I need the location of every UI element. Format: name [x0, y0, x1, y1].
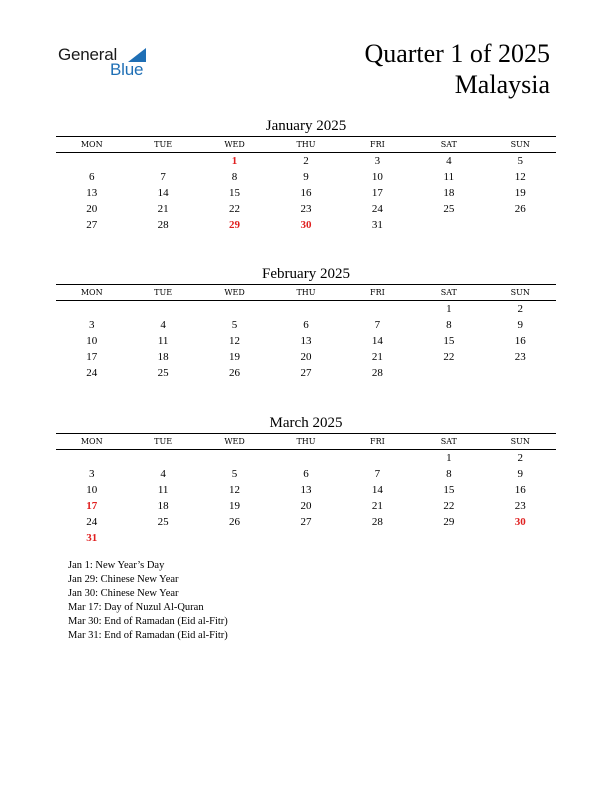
logo-blue-text: Blue [110, 60, 144, 79]
day-cell: 6 [88, 171, 95, 183]
weekday-header: FRI [342, 285, 413, 301]
week-row [56, 185, 556, 201]
day-cell: 16 [514, 484, 526, 496]
calendar-table [56, 433, 556, 546]
empty-cell [270, 530, 341, 546]
day-cell: 7 [374, 319, 381, 331]
week-row [56, 466, 556, 482]
week-row [56, 514, 556, 530]
empty-cell [127, 450, 198, 467]
country-title: Malaysia [454, 70, 550, 99]
day-cell: 21 [371, 500, 383, 512]
day-cell: 22 [443, 351, 455, 363]
day-cell: 14 [157, 187, 169, 199]
day-cell: 20 [300, 351, 312, 363]
day-cell: 2 [517, 452, 524, 464]
quarter-title: Quarter 1 of 2025 [364, 39, 550, 68]
empty-cell [413, 365, 484, 381]
day-cell: 6 [303, 319, 309, 331]
holiday-note: Mar 17: Day of Nuzul Al-Quran [68, 602, 204, 613]
holiday-list [68, 559, 228, 643]
weekday-header: WED [199, 285, 270, 301]
weekday-header: WED [199, 137, 270, 153]
week-row [56, 153, 556, 170]
day-cell: 3 [88, 468, 95, 480]
weekday-header: TUE [127, 285, 198, 301]
logo [58, 45, 158, 81]
day-cell: 28 [371, 367, 383, 379]
day-cell: 3 [374, 155, 381, 167]
day-cell: 31 [371, 219, 383, 231]
day-cell: 4 [160, 319, 166, 331]
holiday-note: Jan 30: Chinese New Year [68, 588, 179, 599]
day-cell: 12 [514, 171, 526, 183]
holiday-note: Jan 1: New Year’s Day [68, 560, 165, 571]
day-cell: 30 [300, 219, 312, 231]
empty-cell [413, 217, 484, 233]
day-cell: 10 [86, 335, 98, 347]
day-cell: 10 [86, 484, 98, 496]
weekday-header: WED [199, 434, 270, 450]
day-cell: 31 [86, 532, 98, 544]
day-cell: 15 [443, 335, 455, 347]
weekday-header: SUN [485, 285, 556, 301]
weekday-header: TUE [127, 434, 198, 450]
day-cell: 23 [514, 500, 526, 512]
month-title: February 2025 [262, 266, 350, 282]
empty-cell [56, 450, 127, 467]
weekday-header: FRI [342, 434, 413, 450]
weekday-header: SUN [485, 434, 556, 450]
day-cell: 4 [160, 468, 166, 480]
weekday-header: SAT [413, 434, 484, 450]
day-cell: 11 [443, 171, 455, 183]
day-cell: 20 [86, 203, 98, 215]
day-cell: 3 [88, 319, 95, 331]
week-row [56, 349, 556, 365]
day-cell: 17 [86, 351, 98, 363]
empty-cell [127, 301, 198, 318]
day-cell: 13 [86, 187, 98, 199]
day-cell: 14 [371, 484, 383, 496]
holiday-note: Mar 30: End of Ramadan (Eid al-Fitr) [68, 616, 228, 627]
day-cell: 12 [229, 335, 241, 347]
weekday-header: MON [56, 434, 127, 450]
weekday-header: THU [270, 285, 341, 301]
day-cell: 2 [517, 303, 524, 315]
empty-cell [199, 530, 270, 546]
day-cell: 5 [517, 155, 524, 167]
day-cell: 29 [229, 219, 241, 231]
day-cell: 20 [300, 500, 312, 512]
empty-cell [342, 530, 413, 546]
holiday-note: Mar 31: End of Ramadan (Eid al-Fitr) [68, 630, 228, 641]
weekday-header: SAT [413, 137, 484, 153]
weekday-header: SUN [485, 137, 556, 153]
day-cell: 1 [446, 303, 452, 315]
day-cell: 21 [371, 351, 383, 363]
day-cell: 27 [300, 367, 312, 379]
empty-cell [485, 365, 556, 381]
day-cell: 21 [157, 203, 169, 215]
empty-cell [485, 217, 556, 233]
day-cell: 19 [514, 187, 526, 199]
day-cell: 7 [160, 171, 166, 183]
week-row [56, 498, 556, 514]
empty-cell [270, 450, 341, 467]
day-cell: 1 [231, 155, 238, 167]
empty-cell [342, 301, 413, 318]
empty-cell [199, 301, 270, 318]
month-title: March 2025 [269, 415, 343, 431]
day-cell: 4 [446, 155, 452, 167]
day-cell: 18 [157, 500, 169, 512]
day-cell: 29 [443, 516, 455, 528]
day-cell: 19 [229, 500, 241, 512]
empty-cell [270, 301, 341, 318]
logo-general-text: General [58, 45, 118, 64]
weekday-header: FRI [342, 137, 413, 153]
day-cell: 25 [157, 367, 169, 379]
month-march [56, 414, 556, 546]
day-cell: 26 [229, 367, 241, 379]
day-cell: 11 [157, 484, 169, 496]
empty-cell [413, 530, 484, 546]
day-cell: 16 [300, 187, 312, 199]
day-cell: 30 [514, 516, 526, 528]
day-cell: 18 [443, 187, 455, 199]
weekday-header: SAT [413, 285, 484, 301]
day-cell: 25 [443, 203, 455, 215]
day-cell: 28 [371, 516, 383, 528]
day-cell: 23 [514, 351, 526, 363]
day-cell: 24 [86, 367, 98, 379]
month-title: January 2025 [265, 118, 347, 134]
day-cell: 13 [300, 484, 312, 496]
weekday-header: THU [270, 434, 341, 450]
day-cell: 9 [517, 319, 524, 331]
day-cell: 17 [86, 500, 98, 512]
day-cell: 24 [371, 203, 383, 215]
day-cell: 17 [371, 187, 383, 199]
day-cell: 22 [229, 203, 241, 215]
day-cell: 7 [374, 468, 381, 480]
day-cell: 6 [303, 468, 309, 480]
day-cell: 23 [300, 203, 312, 215]
weekday-header: MON [56, 285, 127, 301]
month-january [56, 117, 556, 233]
day-cell: 26 [514, 203, 526, 215]
weekday-header: THU [270, 137, 341, 153]
empty-cell [56, 153, 127, 170]
calendar-table [56, 284, 556, 381]
day-cell: 22 [443, 500, 455, 512]
week-row [56, 450, 556, 467]
day-cell: 25 [157, 516, 169, 528]
day-cell: 8 [446, 319, 452, 331]
empty-cell [199, 450, 270, 467]
day-cell: 16 [514, 335, 526, 347]
month-february [56, 265, 556, 381]
day-cell: 15 [443, 484, 455, 496]
day-cell: 1 [446, 452, 452, 464]
week-row [56, 317, 556, 333]
empty-cell [342, 450, 413, 467]
day-cell: 5 [231, 319, 238, 331]
week-row [56, 333, 556, 349]
day-cell: 14 [371, 335, 383, 347]
weekday-header: MON [56, 137, 127, 153]
day-cell: 12 [229, 484, 241, 496]
day-cell: 5 [231, 468, 238, 480]
page-title [364, 38, 550, 100]
week-row [56, 217, 556, 233]
week-row [56, 530, 556, 546]
empty-cell [127, 530, 198, 546]
week-row [56, 201, 556, 217]
calendar-table [56, 136, 556, 233]
empty-cell [485, 530, 556, 546]
day-cell: 8 [231, 171, 238, 183]
week-row [56, 169, 556, 185]
day-cell: 9 [517, 468, 524, 480]
empty-cell [56, 301, 127, 318]
holiday-note: Jan 29: Chinese New Year [68, 574, 179, 585]
day-cell: 15 [229, 187, 241, 199]
day-cell: 26 [229, 516, 241, 528]
week-row [56, 301, 556, 318]
day-cell: 2 [303, 155, 309, 167]
day-cell: 13 [300, 335, 312, 347]
week-row [56, 482, 556, 498]
day-cell: 28 [157, 219, 169, 231]
day-cell: 19 [229, 351, 241, 363]
day-cell: 10 [371, 171, 383, 183]
day-cell: 24 [86, 516, 98, 528]
weekday-header: TUE [127, 137, 198, 153]
day-cell: 27 [300, 516, 312, 528]
day-cell: 18 [157, 351, 169, 363]
day-cell: 8 [446, 468, 452, 480]
day-cell: 9 [303, 171, 309, 183]
week-row [56, 365, 556, 381]
day-cell: 11 [157, 335, 169, 347]
empty-cell [127, 153, 198, 170]
day-cell: 27 [86, 219, 98, 231]
